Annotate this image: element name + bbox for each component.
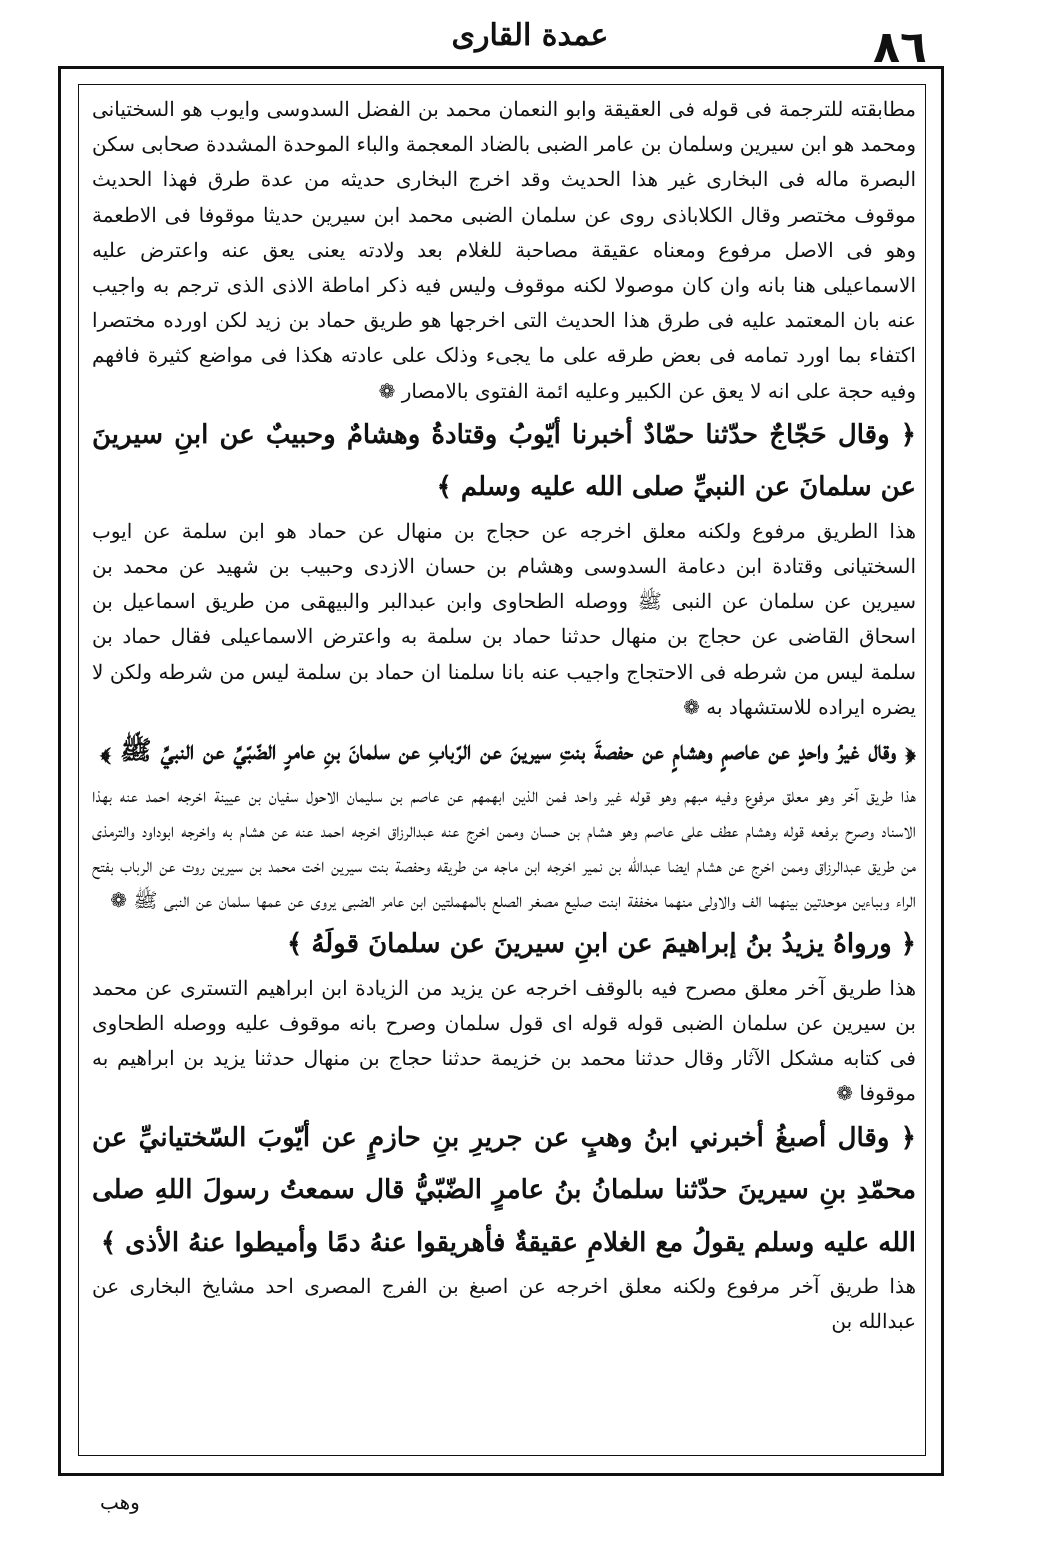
running-title: عمدة القاری <box>451 18 609 53</box>
commentary-paragraph-1: مطابقته للترجمة فی قوله فی العقیقة وابو النعمان محمد بن الفضل السدوسی وایوب هو السختیانی ومحمد هو ابن سیرین وسلمان بن عامر الضبی بالضاد المعجمة والباء الموحدة المشددة صحابی سکن البصرة ماله فی البخاری غیر هذا الحدیث وقد اخرج البخاری حدیثه من عدة طرق فهذا الحدیث موقوف مختصر وقال الکلاباذی روی عن سلمان الضبی محمد ابن سیرین حدیثا موقوفا فی الاطعمة وهو فی الاصل مرفوع ومعناه عقیقة مصاحبة للغلام بعد ولادته یعنی یعق عنه واعترض علیه الاسماعیلی هنا بانه وان کان موصولا لکنه موقوف ولیس فیه ذکر اماطة الاذی الذی ترجم به واجیب عنه بان المعتمد علیه فی طرق هذا الحدیث التی اخرجها هو طریق حماد بن زید لکن اورده مختصرا اکتفاء بما اورد تمامه فی بعض طرقه علی ما یجیء وذلک علی عادته هکذا فی مواضع کثیرة فافهم وفیه حجة علی انه لا یعق عن الکبیر وعلیه ائمة الفتوی بالامصار ❁ <box>92 97 916 403</box>
hadith-text-4: ﴿ وقال أصبغُ أخبرني ابنُ وهبٍ عن جريرِ بنِ حازمٍ عن أيّوبَ السّختيانيِّ عن محمّدِ بنِ سيرينَ حدّثنا سلمانُ بنُ عامرٍ الضّبّيُّ قال سمعتُ رسولَ اللهِ صلى الله عليه وسلم يقولُ مع الغلامِ عقيقةٌ فأهريقوا عنهُ دمًا وأميطوا عنهُ الأذى ﴾ <box>92 1122 916 1258</box>
commentary-paragraph-3: هذا طریق آخر وهو معلق مرفوع وفیه مبهم وهو قوله غیر واحد فمن الذین ابهمهم عن عاصم بن سلیمان الاحول سفیان بن عیینة اخرجه احمد عنه بهذا الاسناد وصرح برفعه قوله وهشام عطف علی عاصم وهو هشام بن حسان وممن اخرج عنه عبدالرزاق اخرجه احمد عنه عن هشام به واخرجه ابوداود والترمذی من طریق عبدالرزاق وممن اخرج عن هشام ایضا عبدالله بن نمیر اخرجه ابن ماجه من طریقه وحفصة بنت سیرین اخت محمد بن سیرین روت عن الرباب بفتح الراء وبباءین موحدتین بینهما الف والاولی منهما مخففة ابنت صلیع مصغر الصلع بالمهملتین ابن عامر الضبی یروی عن عمها سلمان عن النبی ﷺ ❁ <box>92 782 916 913</box>
commentary-paragraph-4: هذا طریق آخر معلق مصرح فیه بالوقف اخرجه عن یزید من الزیادة ابن ابراهیم التستری عن محمد بن سیرین عن سلمان الضبی قوله قوله ای قول سلمان وصرح بانه موقوف علیه ووصله الطحاوی فی کتابه مشکل الآثار وقال حدثنا محمد بن خزیمة حدثنا حجاج بن منهال حدثنا یزید بن ابراهیم به موقوفا ❁ <box>92 975 916 1106</box>
hadith-text-1: ﴿ وقال حَجّاجٌ حدّثنا حمّادٌ أخبرنا أيّوبُ وقتادةُ وهشامٌ وحبيبٌ عن ابنِ سيرينَ عن سلمانَ عن النبيِّ صلى الله عليه وسلم ﴾ <box>92 419 916 503</box>
text-body <box>92 92 916 1447</box>
commentary-paragraph-5: هذا طریق آخر مرفوع ولکنه معلق اخرجه عن اصبغ بن الفرج المصری احد مشایخ البخاری عن عبدالله بن <box>92 1274 916 1334</box>
page-number: ٨٦ <box>873 22 927 73</box>
hadith-text-3: ﴿ ورواهُ يزيدُ بنُ إبراهيمَ عن ابنِ سيرينَ عن سلمانَ قولَهُ ﴾ <box>287 929 916 960</box>
commentary-paragraph-2: هذا الطریق مرفوع ولکنه معلق اخرجه عن حجاج بن منهال عن حماد هو ابن سلمة عن ایوب السختیانی وقتادة ابن دعامة السدوسی وهشام بن حسان الازدی وحبیب بن شهید عن محمد بن سیرین عن سلمان عن النبی ﷺ ووصله الطحاوی وابن عبدالبر والبیهقی من طریق اسماعیل بن اسحاق القاضی عن حجاج بن منهال حدثنا حماد بن سلمة به واعترض الاسماعیلی فقال حماد بن سلمة لیس من شرطه فی الاحتجاج واجیب عنه بانا سلمنا ان حماد بن سلمة لیس من شرطه ولکن لا یضره ایراده للاستشهاد به ❁ <box>92 518 916 719</box>
catchword: وهب <box>100 1490 140 1514</box>
hadith-text-2: ﴿ وقال غيرُ واحدٍ عن عاصمٍ وهشامٍ عن حفصةَ بنتِ سيرينَ عن الرّبابِ عن سلمانَ بنِ عامرٍ الضّبّيِّ عن النبيِّ ﷺ ﴾ <box>100 736 916 767</box>
